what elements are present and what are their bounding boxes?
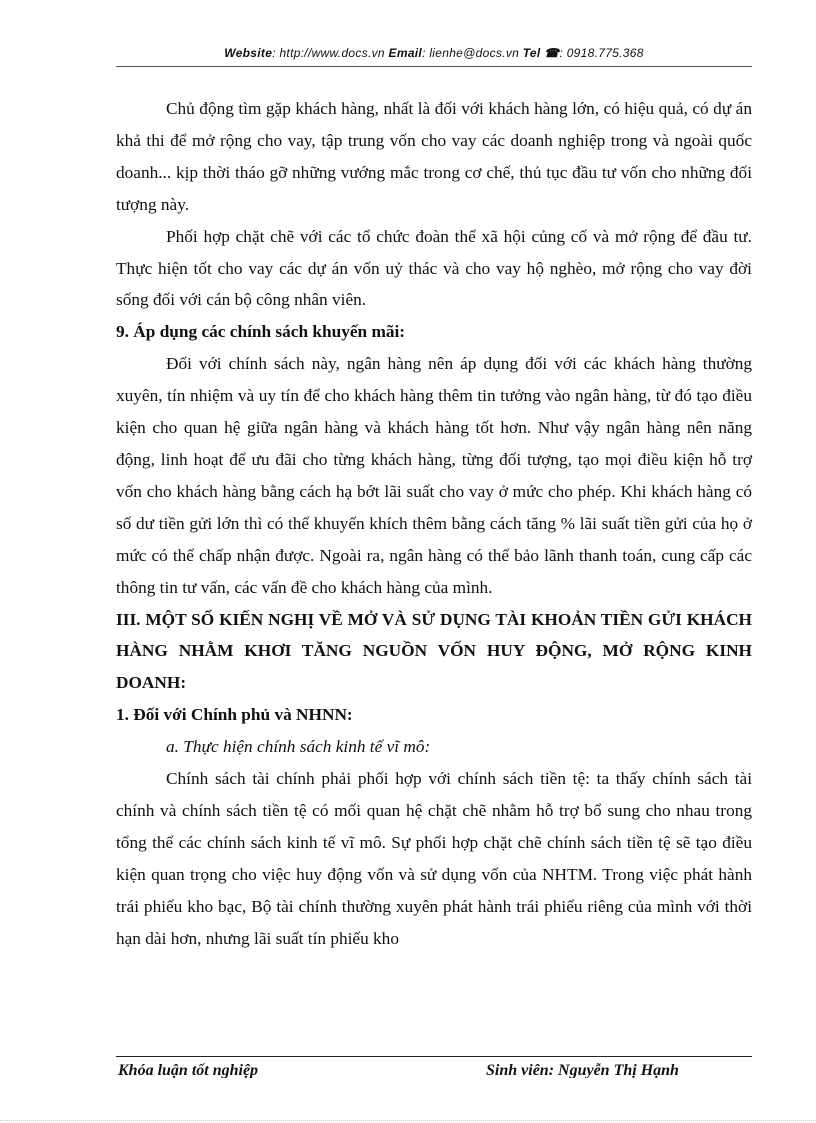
page-footer — [116, 1060, 752, 1078]
website-label: Website — [224, 46, 273, 60]
email-value: : lienhe@docs.vn — [422, 46, 520, 60]
paragraph-3: Đối với chính sách này, ngân hàng nên áp dụng đối với các khách hàng thường xuyên, tín nhiệm và uy tín để cho khách hàng thêm tin tưởng vào ngân hàng, từ đó tạo điều kiện cho quan hệ giữa ngân hàng và khách hàng tốt hơn. Như vậy ngân hàng nên năng động, linh hoạt để ưu đãi cho từng khách hàng, từng đối tượng, tạo mọi điều kiện hỗ trợ vốn cho khách hàng bằng cách hạ bớt lãi suất cho vay ở mức cho phép. Khi khách hàng có số dư tiền gửi lớn thì có thể khuyến khích thêm bằng cách tăng % lãi suất tiền gửi của họ ở mức có thể chấp nhận được. Ngoài ra, ngân hàng có thể bảo lãnh thanh toán, cung cấp các thông tin tư vấn, các vấn đề cho khách hàng của mình. — [116, 354, 752, 597]
paragraph-2: Phối hợp chặt chẽ với các tổ chức đoàn thể xã hội củng cố và mở rộng để đầu tư. Thực hiện tốt cho vay các dự án vốn uỷ thác và cho vay hộ nghèo, mở rộng cho vay đời sống đối với cán bộ công nhân viên. — [116, 226, 752, 310]
subsection-a-heading: a. Thực hiện chính sách kinh tế vĩ mô: — [166, 737, 431, 757]
footer-thesis-label: Khóa luận tốt nghiệp — [118, 1062, 259, 1078]
footer-student-name: Sinh viên: Nguyễn Thị Hạnh — [486, 1062, 679, 1078]
section-heading-9: 9. Áp dụng các chính sách khuyến mãi: — [116, 322, 406, 342]
website-value: : http://www.docs.vn — [272, 46, 385, 60]
footer-divider — [116, 1056, 752, 1057]
page-header — [116, 46, 752, 60]
paragraph-4: Chính sách tài chính phải phối hợp với chính sách tiền tệ: ta thấy chính sách tài chính và chính sách tiền tệ có mối quan hệ chặt chẽ nhằm hỗ trợ bổ sung cho nhau trong tổng thể các chính sách kinh tế vĩ mô. Sự phối hợp chặt chẽ chính sách tiền tệ sẽ tạo điều kiện quan trọng cho việc huy động vốn và sử dụng vốn của NHTM. Trong việc phát hành trái phiếu kho bạc, Bộ tài chính thường xuyên phát hành trái phiếu riêng của mình với thời hạn dài hơn, nhưng lãi suất tín phiếu kho — [116, 769, 752, 948]
paragraph-1: Chủ động tìm gặp khách hàng, nhất là đối với khách hàng lớn, có hiệu quả, có dự án khả thi để mở rộng cho vay, tập trung vốn cho vay các doanh nghiệp trong và ngoài quốc doanh... kịp thời tháo gỡ những vướng mắc trong cơ chế, thủ tục đầu tư vốn cho những đối tượng này. — [116, 99, 752, 214]
header-divider — [116, 66, 752, 67]
chapter-heading-iii: III. MỘT SỐ KIẾN NGHỊ VỀ MỞ VÀ SỬ DỤNG TÀI KHOẢN TIỀN GỬI KHÁCH HÀNG NHẰM KHƠI TĂNG NGUỒN VỐN HUY ĐỘNG, MỞ RỘNG KINH DOANH: — [116, 609, 752, 693]
tel-value: : 0918.775.368 — [559, 46, 644, 60]
subsection-heading-1: 1. Đối với Chính phủ và NHNN: — [116, 705, 353, 725]
email-label: Email — [388, 46, 423, 60]
page-bottom-border — [0, 1120, 816, 1121]
tel-label: Tel ☎ — [522, 46, 560, 60]
document-body — [116, 93, 752, 954]
